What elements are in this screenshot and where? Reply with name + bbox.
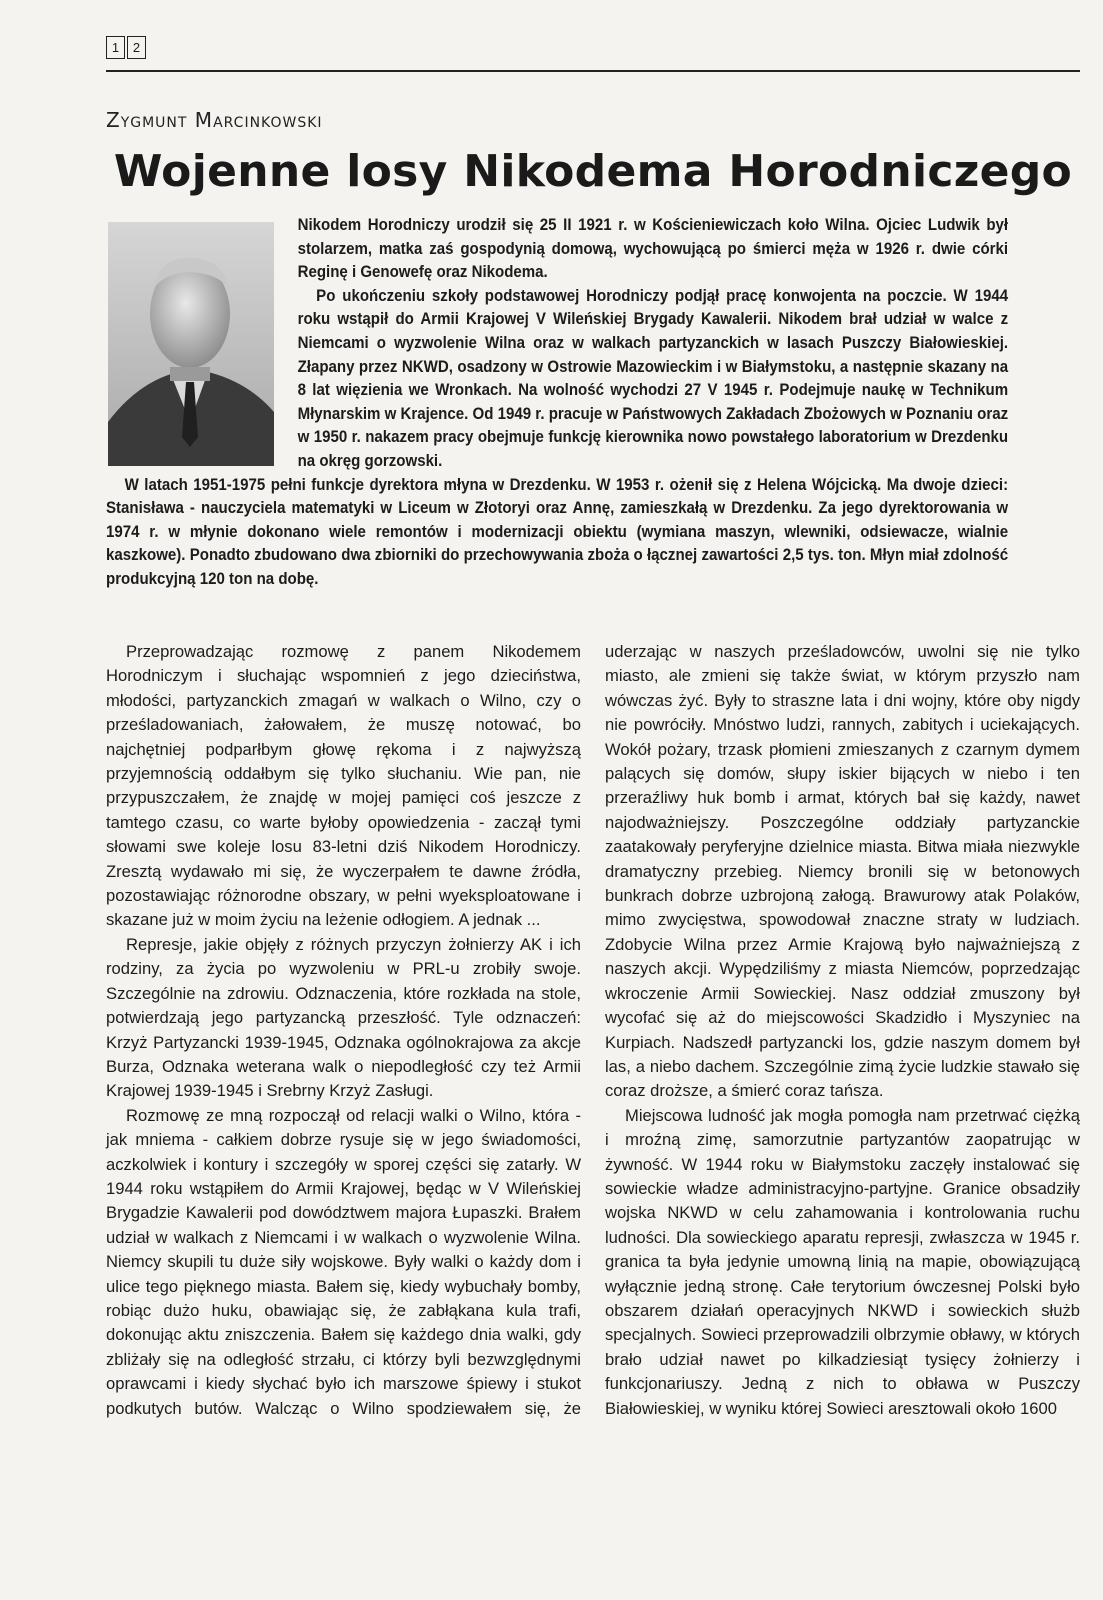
intro-paragraph-2: Po ukończeniu szkoły podstawowej Horodniczy podjął pracę konwojenta na poczcie. W 1944 roku wstąpił do Armii Krajowej V Wileńskiej Brygady Kawalerii. Nikodem brał udział w walce z Niemcami o wyzwolenie Wilna oraz w walkach partyzanckich w lasach Puszczy Białowieskiej. Złapany przez NKWD, osadzony w Ostrowie Mazowieckim i w Białymstoku, a następnie skazany na 8 lat więzienia we Wronkach. Na wolność wychodzi 27 V 1945 r. Podejmuje naukę w Technikum Młynarskim w Krajence. Od 1949 r. pracuje w Państwowych Zakładach Zbożowych w Poznaniu oraz w 1950 r. nakazem pracy obejmuje funkcję kierownika nowo powstałego laboratorium w Drezdenku na okręg gorzowski. xyxy=(297,286,1009,470)
intro-paragraph-3: W latach 1951-1975 pełni funkcje dyrektora młyna w Drezdenku. W 1953 r. ożenił się z Helena Wójcicką. Ma dwoje dzieci: Stanisława - nauczyciela matematyki w Liceum w Złotoryi oraz Annę, zamieszkałą w Drezdenku. Za jego dyrektorowania w 1974 r. w młynie dokonano wiele remontów i modernizacji obiektu (wymiana maszyn, wlewniki, odsiewacze, wialnie kaszkowe). Ponadto zbudowano dwa zbiorniki do przechowywania zboża o łącznej zawartości 2,5 tys. ton. Młyn miał zdolność produkcyjną 120 ton na dobę. xyxy=(106,475,1009,588)
page-number-box xyxy=(106,36,146,59)
header-rule xyxy=(106,70,1080,72)
body-paragraph-4: Miejscowa ludność jak mogła pomogła nam przetrwać ciężką i mroźną zimę, samorzutnie partyzantów zaopatrując w żywność. W 1944 roku w Białymstoku zaczęły instalować się sowieckie władze administracyjno-partyjne. Granice obsadziły wojska NKWD w celu zahamowania i kontrolowania ruchu ludności. Dla sowieckiego aparatu represji, zwłaszcza w 1945 r. granica ta była jedynie umowną linią na mapie, obowiązującą wyłącznie jedną stronę. Całe terytorium ówczesnej Polski było obszarem działań operacyjnych NKWD i sowieckich służb specjalnych. Sowieci przeprowadzili olbrzymie obławy, w których brało udział nawet po kilkadziesiąt tysięcy żołnierzy i funkcjonariuszy. Jedną z nich to obława w Puszczy Białowieskiej, w wyniku której Sowieci aresztowali około 1600 xyxy=(605,1105,1080,1418)
intro-text xyxy=(106,214,1008,592)
page-number-digit-1: 1 xyxy=(106,36,125,59)
body-paragraph-3: Rozmowę ze mną rozpoczął od relacji walki o Wilno, która - jak mniema - całkiem dobrze rysuje się w jego świadomości, aczkolwiek i kontury i szczegóły w sporej części się zatarły. W 1944 roku wstąpiłem do Armii Krajowej, będąc w V Wileńskiej Brygadzie Kawalerii pod dowództwem majora Łupaszki. Brałem udział w walkach z Niemcami i w walkach o wyzwolenie Wilna. Niemcy skupili tu duże siły wojskowe. Były walki o każdy dom i ulice tego pięknego miasta. Bałem się, kiedy wybuchały bomby, robiąc dużo huku, obawiając się, że zabłąkana kula trafi, dokonując aktu zniszczenia. Bałem się każdego dnia walki, gdy zbliżały się na odległość strzału, ci którzy byli bezwzględnymi oprawcami i kiedy słychać było ich marszowe śpiewy i stukot podkutych butów. Walcząc o Wilno spodziewałem się, że uderzając w naszych prześladowców, uwolni się nie tylko miasto, ale zmieni się także świat, w którym przyszło nam wówczas żyć. Były to straszne lata i dni wojny, które oby nigdy nie powróciły. Mnóstwo ludzi, rannych, zabitych i uciekających. Wokół pożary, trzask płomieni zmieszanych z czarnym dymem palących się domów, słupy iskier bijących w niebo i ten przeraźliwy huk bomb i armat, których bał się każdy, nawet najodważniejszy. Poszczególne oddziały partyzanckie zaatakowały peryferyjne dzielnice miasta. Bitwa miała niezwykle dramatyczny przebieg. Niemcy bronili się w betonowych bunkrach dobrze uzbrojoną załogą. Brawurowy atak Polaków, mimo zwycięstwa, spowodował znaczne straty w ludziach. Zdobycie Wilna przez Armie Krajową było najważniejszą z naszych akcji. Wypędziliśmy z miasta Niemców, poprzedzając wkroczenie Armii Sowieckiej. Nasz oddział zmuszony był wycofać się aż do miejscowości Skadzidło i Myszyniec na Kurpiach. Nadszedł partyzancki los, gdzie naszym domem był las, a niebo dachem. Szczególnie zimą życie ludzkie stawało się coraz droższe, a śmierć coraz tańsza. xyxy=(106,642,1080,1418)
article-body xyxy=(106,640,1080,1500)
page-number-digit-2: 2 xyxy=(127,36,146,59)
article-title: Wojenne losy Nikodema Horodniczego xyxy=(113,146,1073,197)
intro-paragraph-1: Nikodem Horodniczy urodził się 25 II 1921 r. w Kościeniewiczach koło Wilna. Ojciec Ludwik był stolarzem, matka zaś gospodynią domową, wychowującą po śmierci męża w 1926 r. dwie córki Reginę i Genowefę oraz Nikodema. xyxy=(297,216,1009,282)
body-paragraph-1: Przeprowadzając rozmowę z panem Nikodemem Horodniczym i słuchając wspomnień z jego dzieciństwa, młodości, partyzanckich zmagań w walkach o Wilno, czy o prześladowaniach, żałowałem, że muszę notować, bo najchętniej podparłbym głowę rękoma i z najwyższą przyjemnością oddałbym się tylko słuchaniu. Wie pan, nie przypuszczałem, że znajdę w mojej pamięci coś jeszcze z tamtego czasu, co warte byłoby opowiedzenia - zaczął tymi słowami swe koleje losu 83-letni dziś Nikodem Horodniczy. Zresztą wydawało mi się, że wyczerpałem te dawne źródła, pozostawiając różnorodne obszary, w pełni wyeksploatowane i skazane już w moim życiu na leżenie odłogiem. A jednak ... xyxy=(106,642,581,930)
body-paragraph-2: Represje, jakie objęły z różnych przyczyn żołnierzy AK i ich rodziny, za życia po wyzwoleniu w PRL-u zrobiły swoje. Szczególnie na zdrowiu. Odznaczenia, które rozkłada na stole, potwierdzają jego partyzancką przeszłość. Tyle odznaczeń: Krzyż Partyzancki 1939-1945, Odznaka ogólnokrajowa za akcje Burza, Odznaka weterana walk o niepodległość czy też Armii Krajowej 1939-1945 i Srebrny Krzyż Zasługi. xyxy=(106,934,581,1101)
author-name: Zygmunt Marcinkowski xyxy=(106,108,323,132)
